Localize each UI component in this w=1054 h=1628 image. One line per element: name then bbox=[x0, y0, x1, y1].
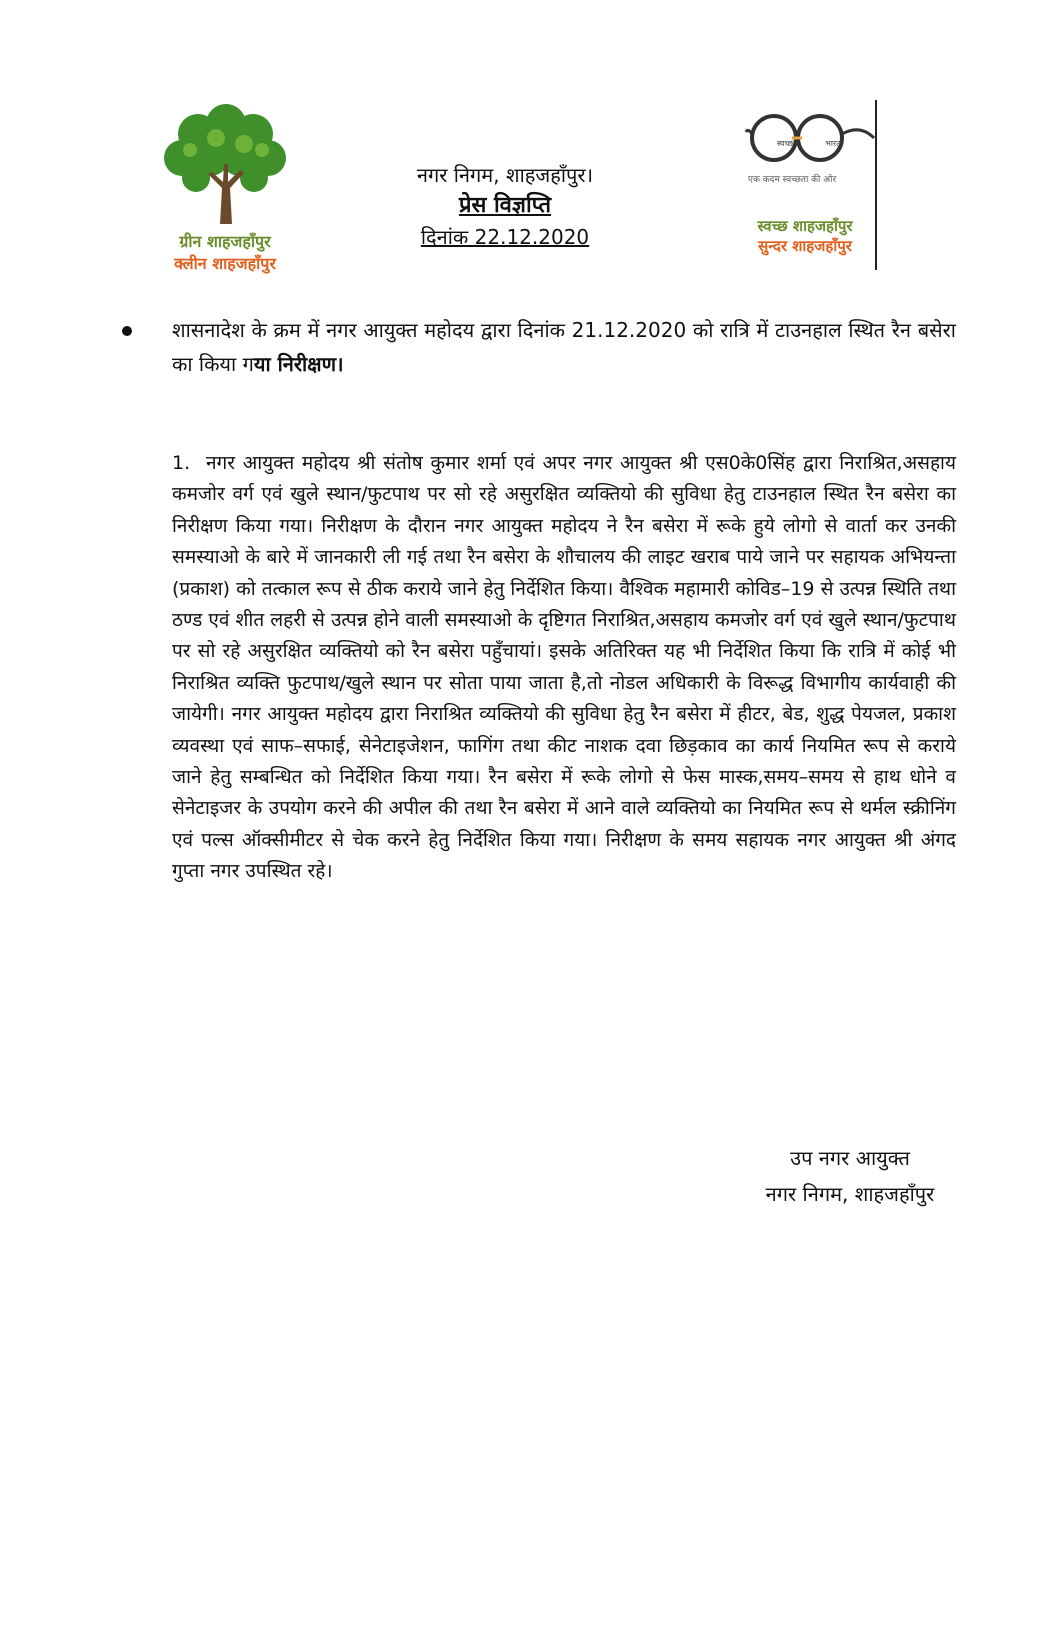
signature-block bbox=[740, 1140, 960, 1212]
headline bbox=[172, 313, 956, 381]
swachh-bharat-logo bbox=[742, 108, 882, 278]
logo-right-line1: स्वच्छ शाहजहाँपुर bbox=[757, 217, 853, 235]
signature-designation: उप नगर आयुक्त bbox=[790, 1146, 910, 1170]
paragraph-text: नगर आयुक्त महोदय श्री संतोष कुमार शर्मा एवं अपर नगर आयुक्त श्री एस0के0सिंह द्वारा निराश्रित,असहाय कमजोर वर्ग एवं खुले स्थान/फुटपाथ पर सो रहे असुरक्षित व्यक्तियो की सुविधा हेतु टाउनहाल स्थित रैन बसेरा का निरीक्षण किया गया। निरीक्षण के दौरान नगर आयुक्त महोदय ने रैन बसेरा में रूके हुये लोगो से वार्ता कर उनकी समस्याओ के बारे में जानकारी ली गई तथा रैन बसेरा के शौचालय की लाइट खराब पाये जाने पर सहायक अभियन्ता (प्रकाश) को तत्काल रूप से ठीक कराये जाने हेतु निर्देशित किया। वैश्विक महामारी कोविड–19 से उत्पन्न स्थिति तथा ठण्ड एवं शीत लहरी से उत्पन्न होने वाली समस्याओ के दृष्टिगत निराश्रित,असहाय कमजोर वर्ग एवं खुले स्थान/फुटपाथ पर सो रहे असुरक्षित व्यक्तियो को रैन बसेरा पहुँचायां। इसके अतिरिक्त यह भी निर्देशित किया कि रात्रि में कोई भी निराश्रित व्यक्ति फुटपाथ/खुले स्थान पर सोता पाया जाता है,तो नोडल अधिकारी के विरूद्ध विभागीय कार्यवाही की जायेगी। नगर आयुक्त महोदय द्वारा निराश्रित व्यक्तियो की सुविधा हेतु रैन बसेरा में हीटर, बेड, शुद्ध पेयजल, प्रकाश व्यवस्था एवं साफ–सफाई, सेनेटाइजेशन, फागिंग तथा कीट नाशक दवा छिड़काव का कार्य नियमित रूप से कराये जाने हेतु सम्बन्धित को निर्देशित किया गया। रैन बसेरा में रूके लोगो से फेस मास्क,समय–समय से हाथ धोने व सेनेटाइजर के उपयोग करने की अपील की तथा रैन बसेरा में आने वाले व्यक्तियो का नियमित रूप से थर्मल स्क्रीनिंग एवं पल्स ऑक्सीमीटर से चेक करने हेतु निर्देशित किया गया। निरीक्षण के समय सहायक नगर आयुक्त श्री अंगद गुप्ता नगर उपस्थित रहे। bbox=[172, 452, 957, 883]
page-title: प्रेस विज्ञप्ति bbox=[458, 193, 552, 218]
logo-right-line2: सुन्दर शाहजहाँपुर bbox=[758, 237, 852, 255]
green-shahjahanpur-logo bbox=[150, 104, 300, 280]
org-line: नगर निगम, शाहजहाँपुर। bbox=[416, 163, 594, 187]
logo-left-line1: ग्रीन शाहजहाँपुर bbox=[179, 232, 271, 251]
body-paragraph bbox=[172, 448, 956, 888]
headline-text: शासनादेश के क्रम में नगर आयुक्त महोदय द्वारा दिनांक 21.12.2020 को रात्रि में टाउनहाल स्थित रैन बसेरा का किया ग bbox=[172, 318, 956, 376]
logo-left-line2: क्लीन शाहजहाँपुर bbox=[174, 254, 276, 273]
glasses-right-text: भारत bbox=[825, 139, 841, 148]
glasses-text bbox=[750, 138, 868, 149]
swachh-tagline: एक कदम स्वच्छता की ओर bbox=[748, 175, 837, 185]
paragraph-number: 1. bbox=[172, 452, 191, 474]
signature-office: नगर निगम, शाहजहाँपुर bbox=[765, 1182, 935, 1206]
tree-icon bbox=[158, 104, 292, 228]
headline-strong: या निरीक्षण। bbox=[253, 352, 344, 376]
header-center bbox=[360, 160, 650, 252]
glasses-left-text: स्वच्छ bbox=[776, 139, 794, 148]
release-date: दिनांक 22.12.2020 bbox=[420, 225, 590, 249]
bullet-icon bbox=[122, 326, 132, 336]
header-divider bbox=[875, 100, 877, 270]
